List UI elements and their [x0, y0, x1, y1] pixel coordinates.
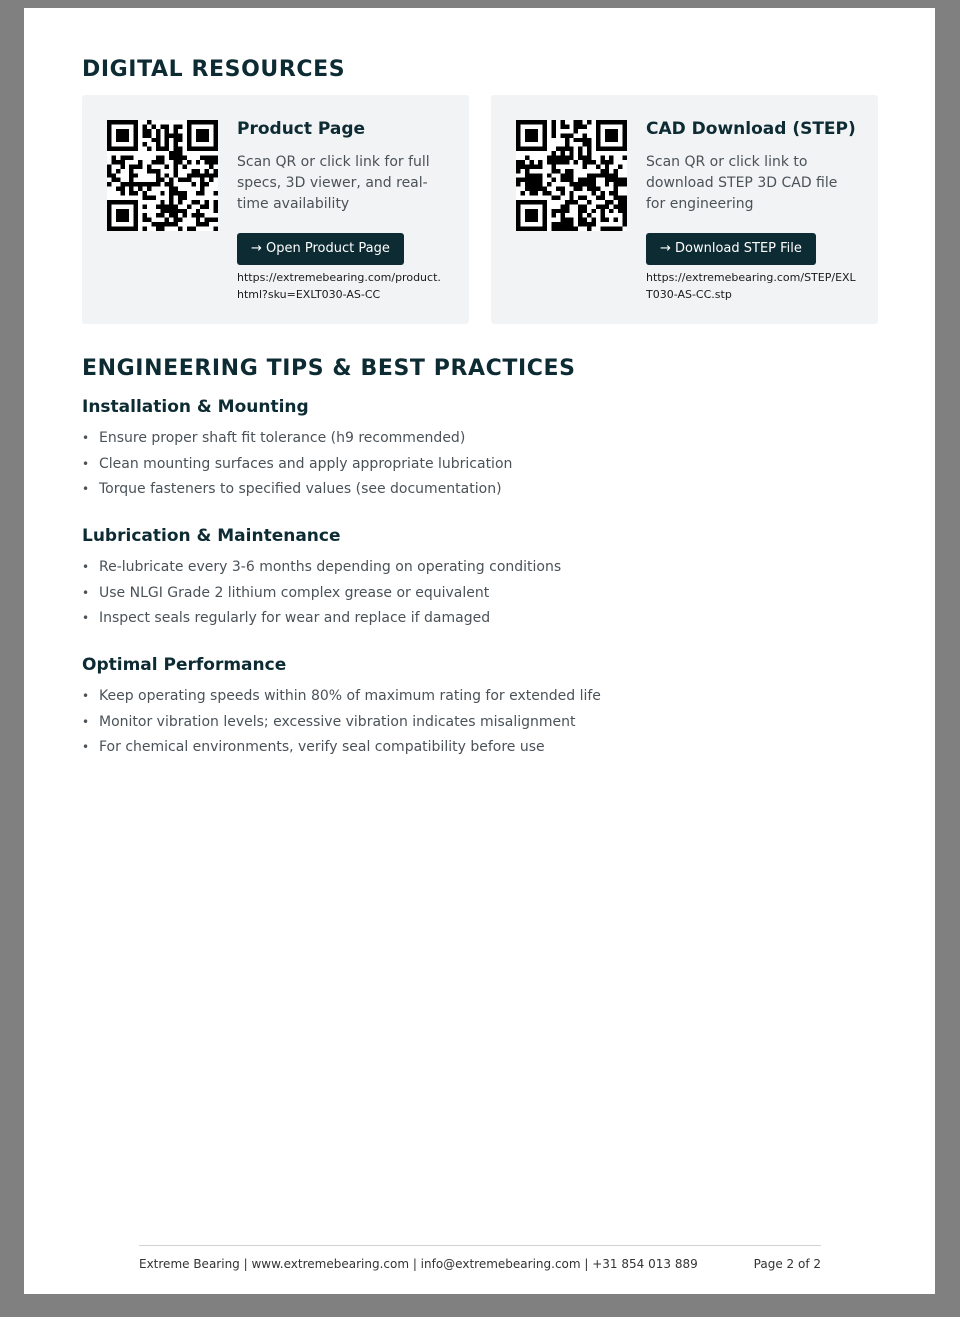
- tip-text: Torque fasteners to specified values (see documentation): [99, 481, 502, 497]
- bullet-icon: •: [82, 560, 90, 574]
- bullet-icon: •: [82, 611, 90, 625]
- cad-download-card: [491, 95, 878, 324]
- document-page: [24, 8, 935, 1294]
- bullet-icon: •: [82, 585, 90, 600]
- list-item: [82, 452, 512, 478]
- list-item: [82, 710, 601, 736]
- product-page-card: [82, 95, 469, 324]
- qr-code-icon: [107, 120, 218, 231]
- installation-section-title: Installation & Mounting: [82, 397, 309, 417]
- footer-contact: Extreme Bearing | www.extremebearing.com | info@extremebearing.com | +31 854 013 889: [139, 1257, 698, 1271]
- bullet-icon: •: [82, 431, 90, 445]
- card-description: Scan QR or click link for full specs, 3D viewer, and real-time availability: [237, 154, 430, 212]
- tip-text: Ensure proper shaft fit tolerance (h9 recommended): [99, 430, 466, 446]
- tip-text: Clean mounting surfaces and apply appropriate lubrication: [99, 455, 513, 472]
- product-page-link[interactable]: https://extremebearing.com/product.html?sku=EXLT030-AS-CC: [237, 271, 441, 301]
- bullet-icon: •: [82, 740, 90, 754]
- list-item: [82, 606, 561, 632]
- download-step-file-button[interactable]: → Download STEP File: [646, 233, 816, 265]
- tip-text: Re-lubricate every 3-6 months depending on operating conditions: [99, 559, 562, 575]
- performance-tips-list: [82, 684, 601, 761]
- list-item: [82, 426, 512, 452]
- lubrication-section-title: Lubrication & Maintenance: [82, 526, 341, 546]
- tip-text: Inspect seals regularly for wear and replace if damaged: [99, 610, 491, 626]
- tip-text: For chemical environments, verify seal compatibility before use: [99, 739, 545, 755]
- digital-resources-heading: DIGITAL RESOURCES: [82, 57, 346, 82]
- bullet-icon: •: [82, 456, 90, 471]
- bullet-icon: •: [82, 482, 90, 496]
- performance-section-title: Optimal Performance: [82, 655, 287, 675]
- installation-tips-list: [82, 426, 512, 503]
- tip-text: Monitor vibration levels; excessive vibration indicates misalignment: [99, 713, 576, 730]
- lubrication-tips-list: [82, 555, 561, 632]
- card-description: Scan QR or click link to download STEP 3D CAD file for engineering: [646, 154, 838, 212]
- list-item: [82, 581, 561, 607]
- card-title: CAD Download (STEP): [646, 119, 856, 139]
- bullet-icon: •: [82, 689, 90, 703]
- step-file-link[interactable]: https://extremebearing.com/STEP/EXLT030-AS-CC.stp: [646, 271, 856, 301]
- list-item: [82, 555, 561, 581]
- list-item: [82, 477, 512, 503]
- tip-text: Use NLGI Grade 2 lithium complex grease or equivalent: [99, 584, 490, 601]
- open-product-page-button[interactable]: → Open Product Page: [237, 233, 404, 265]
- tip-text: Keep operating speeds within 80% of maximum rating for extended life: [99, 688, 601, 704]
- list-item: [82, 684, 601, 710]
- footer-divider: [139, 1245, 821, 1246]
- list-item: [82, 735, 601, 761]
- card-title: Product Page: [237, 119, 366, 139]
- engineering-tips-heading: ENGINEERING TIPS & BEST PRACTICES: [82, 356, 576, 381]
- page-number: Page 2 of 2: [753, 1257, 821, 1271]
- qr-code-icon: [516, 120, 627, 231]
- bullet-icon: •: [82, 714, 90, 729]
